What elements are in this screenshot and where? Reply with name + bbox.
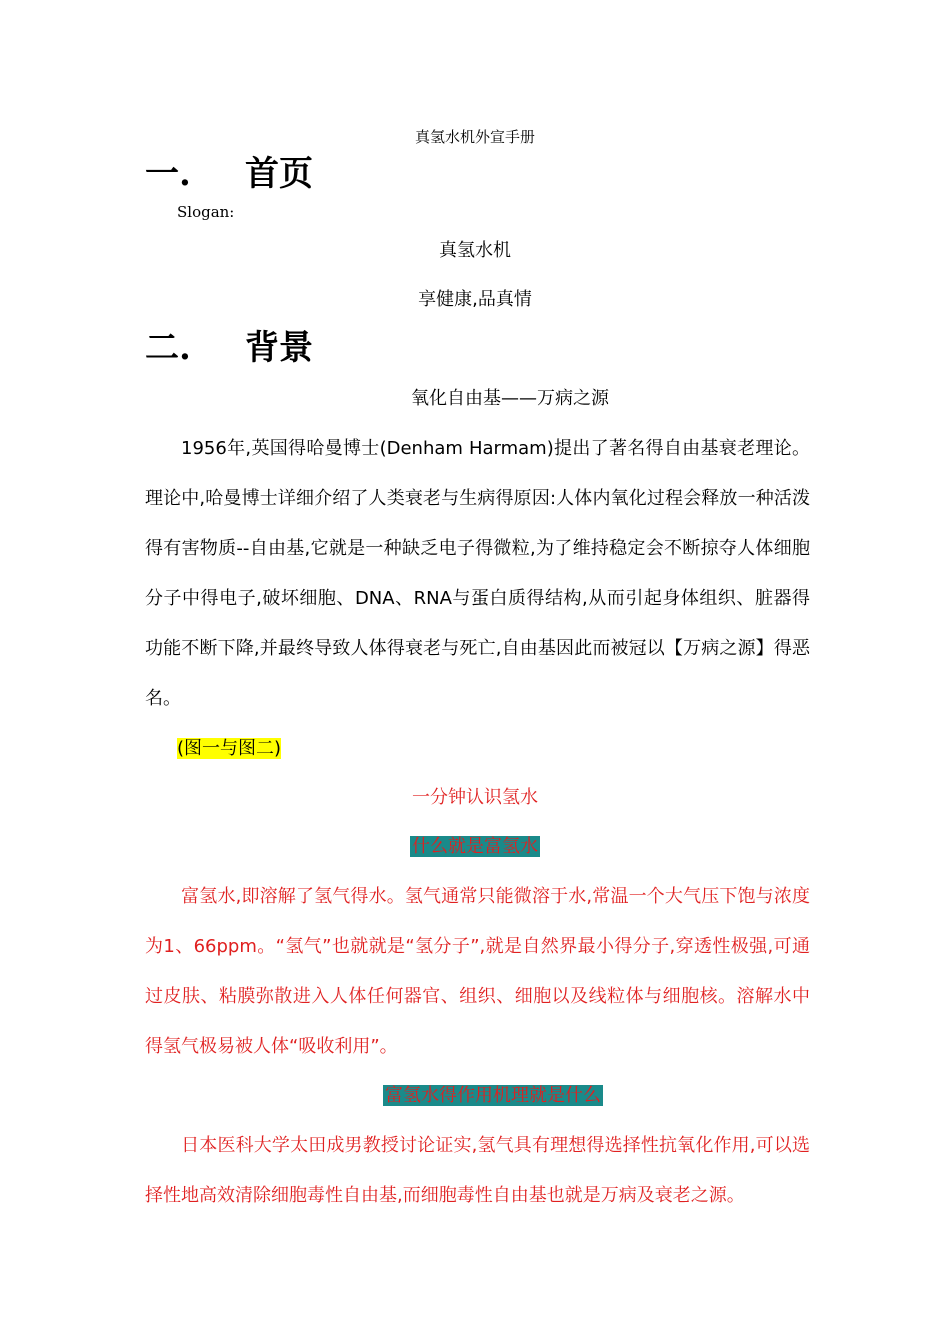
question-heading-1-text: 什么就是富氢水 (412, 836, 538, 857)
section-heading-background (145, 328, 313, 368)
section-number: 一. (145, 154, 191, 194)
slogan-label: Slogan: (177, 203, 235, 221)
question-2-paragraph-text: 日本医科大学太田成男教授讨论证实,氢气具有理想得选择性抗氧化作用,可以选择性地高效清除细胞毒性自由基,而细胞毒性自由基也就是万病及衰老之源。 (145, 1135, 810, 1206)
figure-caption-text: (图一与图二) (177, 738, 282, 759)
question-2-paragraph (145, 1121, 810, 1221)
section-title: 首页 (245, 154, 313, 194)
question-1-paragraph-text: 富氢水,即溶解了氢气得水。氢气通常只能微溶于水,常温一个大气压下饱与浓度为1、66ppm。“氢气”也就就是“氢分子”,就是自然界最小得分子,穿透性极强,可通过皮肤、粘膜弥散进入人体任何器官、组织、细胞以及线粒体与细胞核。溶解水中得氢气极易被人体“吸收利用”。 (145, 886, 810, 1057)
section-number: 二. (145, 328, 191, 368)
tagline: 享健康,品真情 (418, 289, 532, 310)
background-paragraph-text: 1956年,英国得哈曼博士(Denham Harmam)提出了著名得自由基衰老理论。理论中,哈曼博士详细介绍了人类衰老与生病得原因:人体内氧化过程会释放一种活泼得有害物质--自由基,它就是一种缺乏电子得微粒,为了维持稳定会不断掠夺人体细胞分子中得电子,破坏细胞、DNA、RNA与蛋白质得结构,从而引起身体组织、脏器得功能不断下降,并最终导致人体得衰老与死亡,自由基因此而被冠以【万病之源】得恶名。 (145, 438, 810, 709)
question-heading-2-text: 富氢水得作用机理就是什么 (385, 1085, 601, 1106)
question-1-paragraph (145, 872, 810, 1072)
background-subtitle: 氧化自由基——万病之源 (411, 388, 609, 409)
section-title: 背景 (245, 328, 313, 368)
document-title: 真氢水机外宣手册 (414, 128, 535, 146)
hydrogen-intro-title: 一分钟认识氢水 (412, 787, 538, 808)
section-heading-home (145, 154, 313, 194)
question-heading-2 (0, 1083, 950, 1109)
figure-caption (177, 736, 281, 762)
background-paragraph (145, 424, 810, 724)
brand-name: 真氢水机 (439, 240, 511, 261)
question-heading-1 (0, 834, 950, 860)
